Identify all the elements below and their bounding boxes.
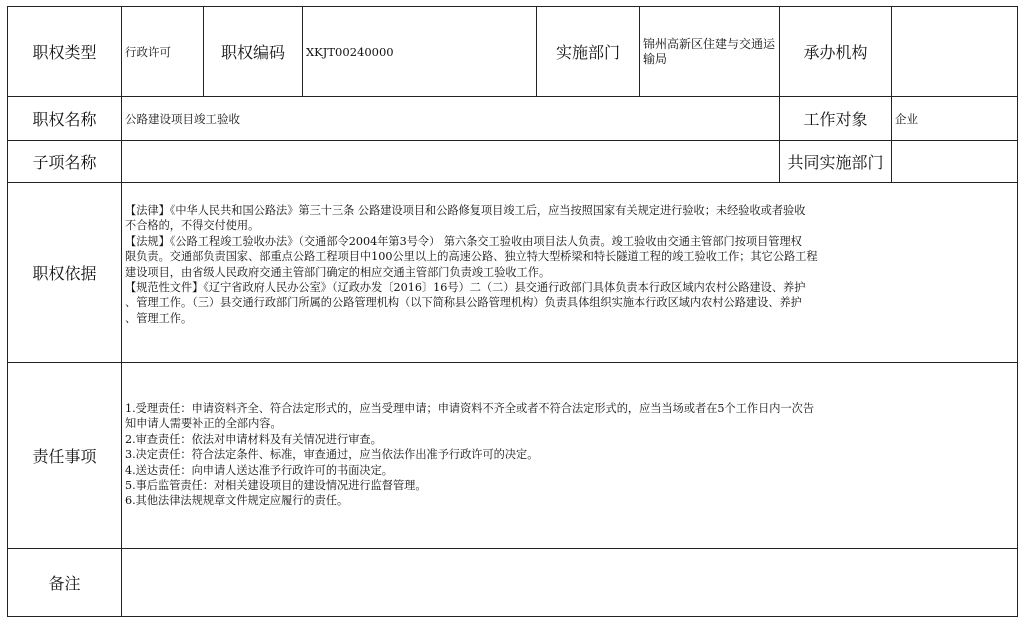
sub-value [122, 141, 780, 183]
basis-line: 、管理工作。（三）县交通行政部门所属的公路管理机构（以下简称县公路管理机构）负责具体组织实施本行政区域内农村公路建设、养护 [125, 296, 802, 310]
row-subitem [8, 141, 1018, 183]
duty-line: 2.审查责任：依法对申请材料及有关情况进行审查。 [125, 432, 382, 446]
dept-value: 锦州高新区住建与交通运输局 [640, 7, 780, 97]
remark-label: 备注 [8, 549, 122, 617]
basis-label: 职权依据 [8, 183, 122, 363]
basis-line: 限负责。交通部负责国家、部重点公路工程项目中100公里以上的高速公路、独立特大型桥梁和特长隧道工程的竣工验收工作；其它公路工程 [125, 250, 818, 264]
row-name [8, 97, 1018, 141]
basis-line: 【法规】《公路工程竣工验收办法》（交通部令2004年第3号令） 第六条交工验收由项目法人负责。竣工验收由交通主管部门按项目管理权 [125, 234, 802, 248]
duty-line: 知申请人需要补正的全部内容。 [125, 417, 282, 431]
duty-text [122, 363, 1018, 549]
org-label: 承办机构 [780, 7, 892, 97]
basis-line: 建设项目，由省级人民政府交通主管部门确定的相应交通主管部门负责竣工验收工作。 [125, 265, 551, 279]
joint-label: 共同实施部门 [780, 141, 892, 183]
name-value: 公路建设项目竣工验收 [122, 97, 780, 141]
responsibility-table [7, 6, 1018, 617]
code-label: 职权编码 [204, 7, 303, 97]
row-basic-info [8, 7, 1018, 97]
duty-line: 5.事后监管责任：对相关建设项目的建设情况进行监督管理。 [125, 479, 427, 493]
basis-line: 【法律】《中华人民共和国公路法》第三十三条 公路建设项目和公路修复项目竣工后，应当按照国家有关规定进行验收；未经验收或者验收 [125, 204, 806, 217]
duty-line: 4.送达责任：向申请人送达准予行政许可的书面决定。 [125, 463, 393, 477]
duty-line: 3.决定责任：符合法定条件、标准，审查通过，应当依法作出准予行政许可的决定。 [125, 448, 539, 462]
duty-line: 6.其他法律法规规章文件规定应履行的责任。 [125, 494, 349, 508]
sub-label: 子项名称 [8, 141, 122, 183]
basis-line: 【规范性文件】《辽宁省政府人民办公室》（辽政办发〔2016〕16号）二（二）县交通行政部门具体负责本行政区域内农村公路建设、养护 [125, 281, 806, 295]
joint-value [892, 141, 1018, 183]
org-value [892, 7, 1018, 97]
duty-label: 责任事项 [8, 363, 122, 549]
name-label: 职权名称 [8, 97, 122, 141]
target-label: 工作对象 [780, 97, 892, 141]
duty-line: 1.受理责任：申请资料齐全、符合法定形式的，应当受理申请；申请资料不齐全或者不符合法定形式的，应当当场或者在5个工作日内一次告 [125, 402, 815, 415]
basis-line: 、管理工作。 [125, 311, 193, 325]
row-basis [8, 183, 1018, 363]
row-duty [8, 363, 1018, 549]
basis-line: 不合格的，不得交付使用。 [125, 219, 260, 233]
target-value: 企业 [892, 97, 1018, 141]
type-value: 行政许可 [122, 7, 204, 97]
remark-value [122, 549, 1018, 617]
type-label: 职权类型 [8, 7, 122, 97]
code-value: XKJT00240000 [303, 7, 537, 97]
row-remark [8, 549, 1018, 617]
dept-label: 实施部门 [537, 7, 640, 97]
basis-text [122, 183, 1018, 363]
